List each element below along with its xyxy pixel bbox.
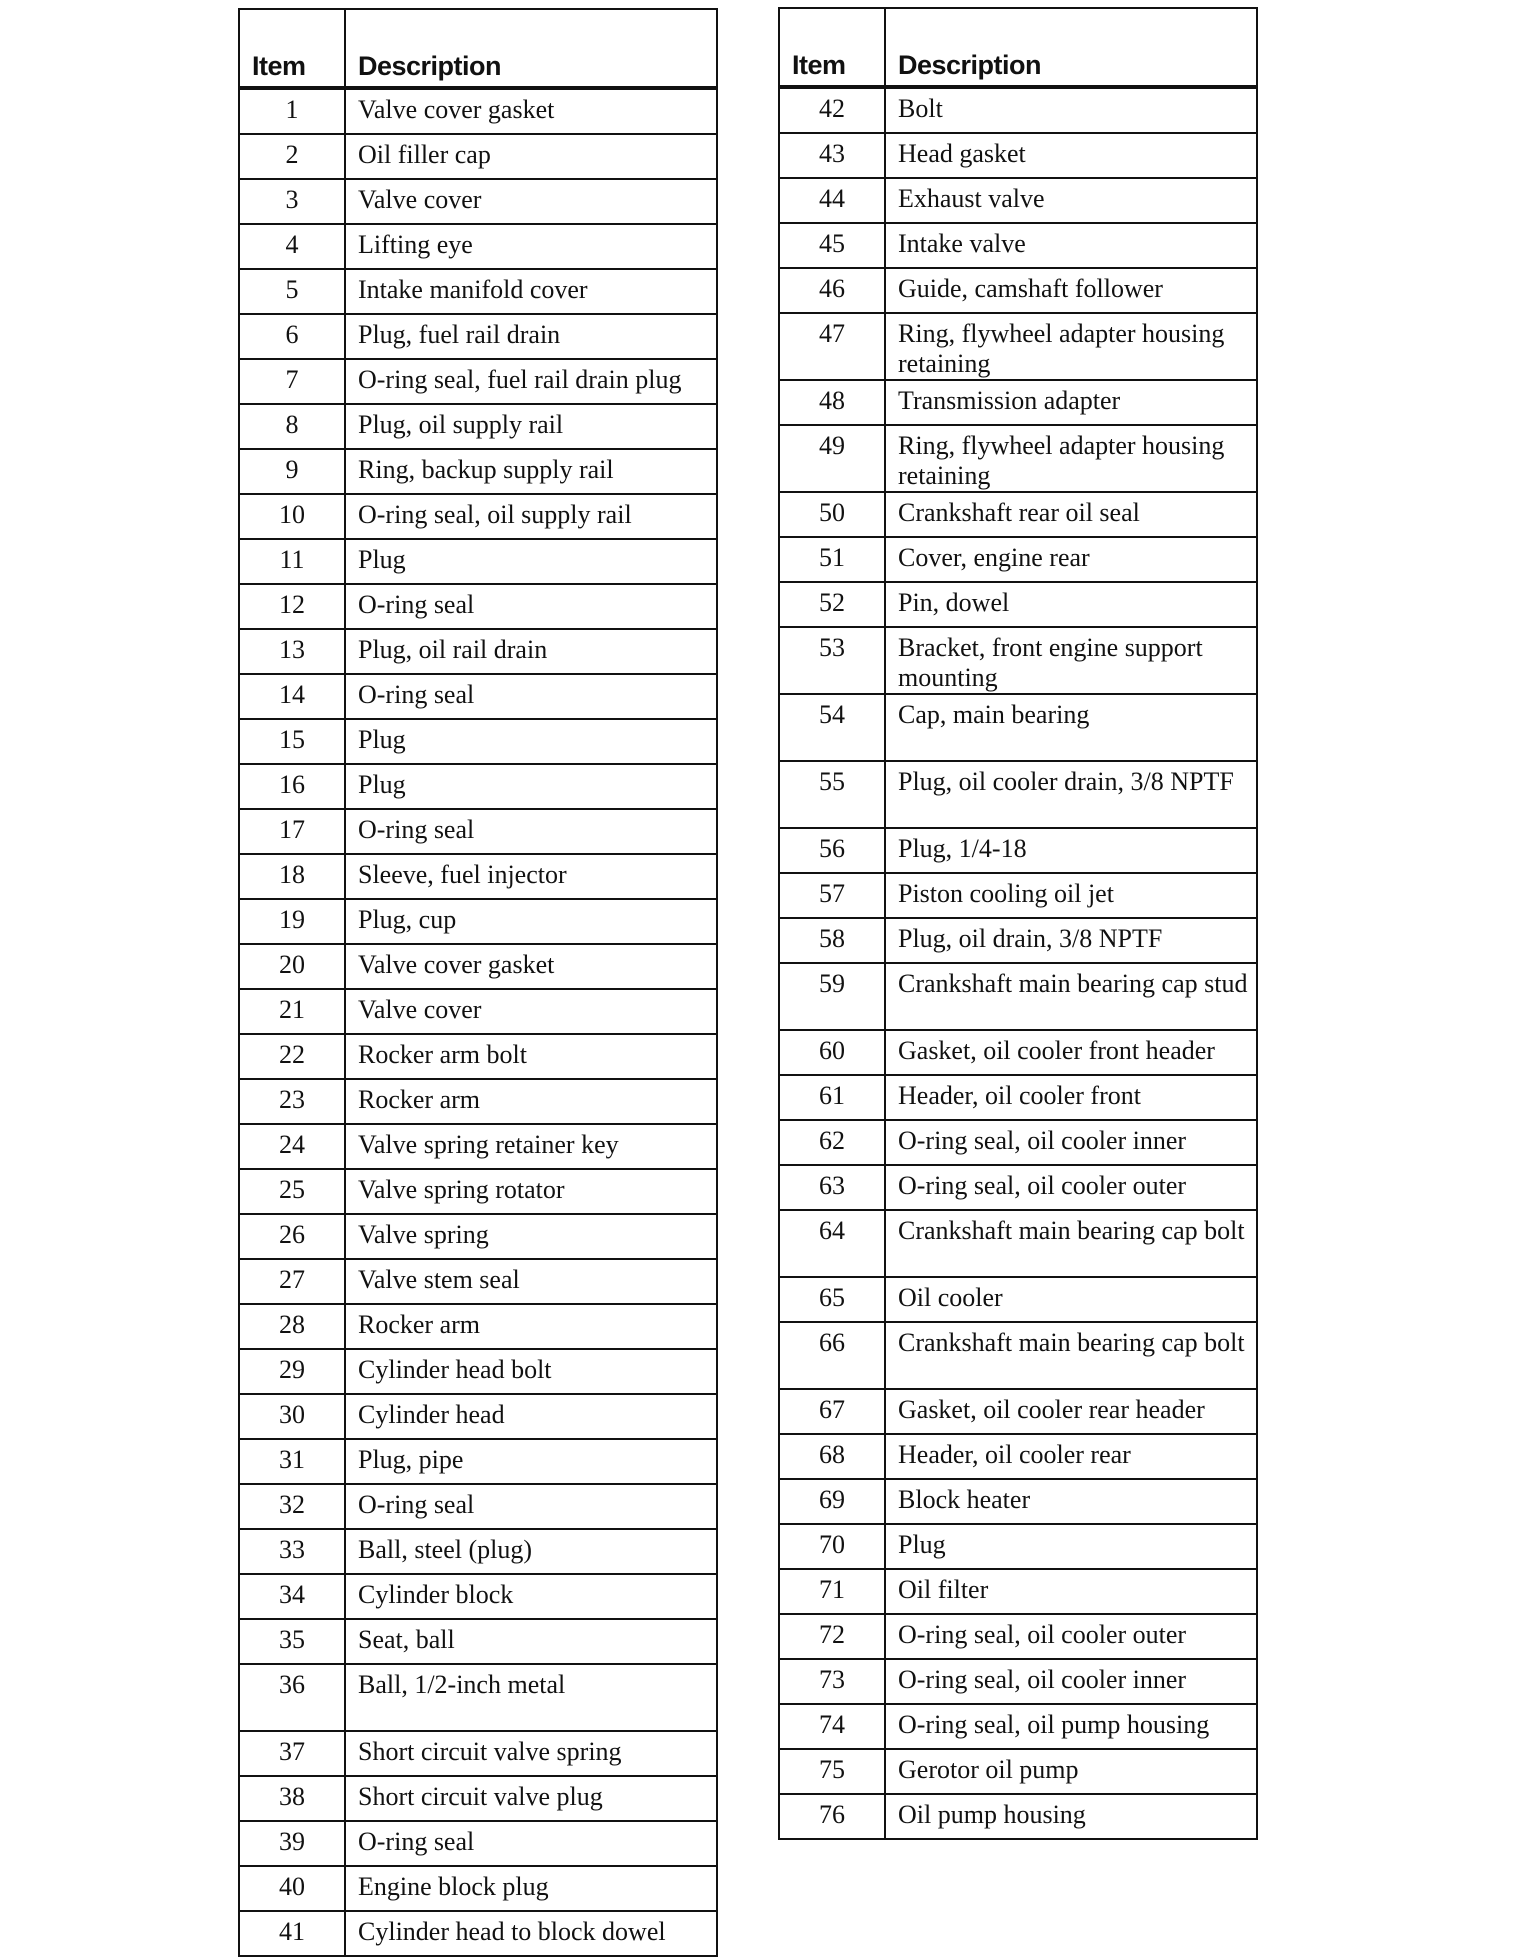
item-number-cell: 39 [239, 1821, 345, 1866]
item-number-cell: 70 [779, 1524, 885, 1569]
item-number-cell: 12 [239, 584, 345, 629]
item-description-cell: Plug, oil rail drain [345, 629, 717, 674]
table-row [779, 313, 1257, 380]
description-column-header: Description [345, 9, 717, 88]
item-description-cell: Oil pump housing [885, 1794, 1257, 1839]
item-number-cell: 56 [779, 828, 885, 873]
item-description-cell: O-ring seal, oil cooler inner [885, 1120, 1257, 1165]
parts-table-right [778, 7, 1258, 1840]
item-description-cell: Oil filler cap [345, 134, 717, 179]
item-description-cell: Plug, fuel rail drain [345, 314, 717, 359]
item-number-cell: 29 [239, 1349, 345, 1394]
item-description-cell: Header, oil cooler front [885, 1075, 1257, 1120]
item-number-cell: 57 [779, 873, 885, 918]
table-row [239, 1821, 717, 1866]
item-description-cell: Plug, oil supply rail [345, 404, 717, 449]
table-row [779, 1704, 1257, 1749]
item-number-cell: 31 [239, 1439, 345, 1484]
item-description-cell: O-ring seal, oil cooler outer [885, 1614, 1257, 1659]
item-description-cell: Plug, 1/4-18 [885, 828, 1257, 873]
item-description-cell: Valve stem seal [345, 1259, 717, 1304]
item-number-cell: 22 [239, 1034, 345, 1079]
item-description-cell: Rocker arm [345, 1079, 717, 1124]
table-row [239, 1169, 717, 1214]
item-description-cell: Bolt [885, 87, 1257, 133]
table-row [779, 1434, 1257, 1479]
table-row [239, 224, 717, 269]
item-number-cell: 25 [239, 1169, 345, 1214]
table-row [779, 1479, 1257, 1524]
table-row [239, 1484, 717, 1529]
item-number-cell: 46 [779, 268, 885, 313]
item-number-cell: 49 [779, 425, 885, 492]
item-description-cell: Plug [345, 764, 717, 809]
item-number-cell: 59 [779, 963, 885, 1030]
table-row [779, 1524, 1257, 1569]
item-number-cell: 65 [779, 1277, 885, 1322]
table-row [779, 492, 1257, 537]
table-row [239, 539, 717, 584]
item-number-cell: 55 [779, 761, 885, 828]
item-number-cell: 24 [239, 1124, 345, 1169]
item-number-cell: 66 [779, 1322, 885, 1389]
item-number-cell: 9 [239, 449, 345, 494]
item-number-cell: 1 [239, 88, 345, 134]
item-description-cell: Bracket, front engine support mounting [885, 627, 1257, 694]
table-row [779, 1389, 1257, 1434]
item-description-cell: O-ring seal [345, 584, 717, 629]
item-description-cell: Plug, oil drain, 3/8 NPTF [885, 918, 1257, 963]
table-row [779, 761, 1257, 828]
item-number-cell: 27 [239, 1259, 345, 1304]
item-number-cell: 41 [239, 1911, 345, 1956]
item-number-cell: 51 [779, 537, 885, 582]
description-column-header: Description [885, 8, 1257, 87]
item-description-cell: Plug, oil cooler drain, 3/8 NPTF [885, 761, 1257, 828]
table-row [779, 1749, 1257, 1794]
table-row [239, 1214, 717, 1259]
item-number-cell: 11 [239, 539, 345, 584]
item-number-cell: 53 [779, 627, 885, 694]
table-row [779, 1075, 1257, 1120]
table-row [779, 268, 1257, 313]
item-description-cell: Oil cooler [885, 1277, 1257, 1322]
table-row [779, 694, 1257, 761]
item-description-cell: Crankshaft main bearing cap bolt [885, 1210, 1257, 1277]
item-number-cell: 45 [779, 223, 885, 268]
item-description-cell: Piston cooling oil jet [885, 873, 1257, 918]
item-description-cell: Sleeve, fuel injector [345, 854, 717, 899]
parts-table-left-body [239, 88, 717, 1956]
item-number-cell: 4 [239, 224, 345, 269]
item-description-cell: Ball, steel (plug) [345, 1529, 717, 1574]
table-row [779, 627, 1257, 694]
item-description-cell: O-ring seal [345, 1484, 717, 1529]
table-row [239, 494, 717, 539]
item-description-cell: Ring, backup supply rail [345, 449, 717, 494]
item-description-cell: Gasket, oil cooler front header [885, 1030, 1257, 1075]
item-description-cell: Valve spring rotator [345, 1169, 717, 1214]
item-number-cell: 26 [239, 1214, 345, 1259]
table-row [239, 1574, 717, 1619]
table-row [779, 1614, 1257, 1659]
table-row [239, 1124, 717, 1169]
table-row [779, 1120, 1257, 1165]
item-number-cell: 48 [779, 380, 885, 425]
item-number-cell: 63 [779, 1165, 885, 1210]
table-row [239, 764, 717, 809]
table-row [239, 88, 717, 134]
item-description-cell: Cylinder head to block dowel [345, 1911, 717, 1956]
item-number-cell: 3 [239, 179, 345, 224]
item-number-cell: 2 [239, 134, 345, 179]
table-row [239, 1731, 717, 1776]
table-row [239, 314, 717, 359]
item-number-cell: 7 [239, 359, 345, 404]
item-description-cell: Gasket, oil cooler rear header [885, 1389, 1257, 1434]
item-number-cell: 64 [779, 1210, 885, 1277]
table-row [239, 989, 717, 1034]
item-description-cell: Plug [885, 1524, 1257, 1569]
item-number-cell: 16 [239, 764, 345, 809]
table-row [779, 1210, 1257, 1277]
item-description-cell: Valve cover [345, 179, 717, 224]
table-row [239, 1259, 717, 1304]
item-number-cell: 20 [239, 944, 345, 989]
item-description-cell: Valve cover gasket [345, 944, 717, 989]
item-description-cell: Valve cover [345, 989, 717, 1034]
table-row [779, 1277, 1257, 1322]
item-number-cell: 62 [779, 1120, 885, 1165]
item-number-cell: 69 [779, 1479, 885, 1524]
item-number-cell: 19 [239, 899, 345, 944]
item-description-cell: Plug, pipe [345, 1439, 717, 1484]
table-row [779, 1322, 1257, 1389]
item-description-cell: Valve spring [345, 1214, 717, 1259]
item-number-cell: 30 [239, 1394, 345, 1439]
table-row [779, 828, 1257, 873]
item-number-cell: 40 [239, 1866, 345, 1911]
item-number-cell: 52 [779, 582, 885, 627]
item-description-cell: Cap, main bearing [885, 694, 1257, 761]
item-description-cell: Oil filter [885, 1569, 1257, 1614]
item-description-cell: Transmission adapter [885, 380, 1257, 425]
table-row [239, 1911, 717, 1956]
item-number-cell: 15 [239, 719, 345, 764]
table-row [239, 1394, 717, 1439]
item-description-cell: Crankshaft main bearing cap stud [885, 963, 1257, 1030]
item-number-cell: 58 [779, 918, 885, 963]
item-column-header: Item [779, 8, 885, 87]
item-number-cell: 50 [779, 492, 885, 537]
table-row [239, 584, 717, 629]
item-description-cell: Gerotor oil pump [885, 1749, 1257, 1794]
item-description-cell: Ring, flywheel adapter housing retaining [885, 313, 1257, 380]
item-description-cell: Intake valve [885, 223, 1257, 268]
parts-table-left [238, 8, 718, 1957]
item-number-cell: 36 [239, 1664, 345, 1731]
item-number-cell: 54 [779, 694, 885, 761]
item-description-cell: Short circuit valve plug [345, 1776, 717, 1821]
table-row [239, 719, 717, 764]
item-number-cell: 28 [239, 1304, 345, 1349]
item-number-cell: 42 [779, 87, 885, 133]
item-description-cell: Short circuit valve spring [345, 1731, 717, 1776]
item-number-cell: 17 [239, 809, 345, 854]
item-description-cell: Valve cover gasket [345, 88, 717, 134]
table-row [779, 537, 1257, 582]
item-number-cell: 6 [239, 314, 345, 359]
item-number-cell: 74 [779, 1704, 885, 1749]
item-description-cell: O-ring seal [345, 674, 717, 719]
item-number-cell: 18 [239, 854, 345, 899]
item-number-cell: 21 [239, 989, 345, 1034]
item-description-cell: Engine block plug [345, 1866, 717, 1911]
item-number-cell: 23 [239, 1079, 345, 1124]
item-column-header: Item [239, 9, 345, 88]
table-row [779, 178, 1257, 223]
table-row [239, 179, 717, 224]
item-description-cell: Plug [345, 539, 717, 584]
table-row [239, 1034, 717, 1079]
item-description-cell: Cylinder head [345, 1394, 717, 1439]
item-number-cell: 34 [239, 1574, 345, 1619]
item-number-cell: 13 [239, 629, 345, 674]
item-description-cell: Rocker arm [345, 1304, 717, 1349]
table-row [239, 359, 717, 404]
item-description-cell: O-ring seal [345, 1821, 717, 1866]
item-description-cell: O-ring seal, fuel rail drain plug [345, 359, 717, 404]
item-description-cell: Exhaust valve [885, 178, 1257, 223]
table-row [239, 629, 717, 674]
item-number-cell: 44 [779, 178, 885, 223]
item-description-cell: Plug [345, 719, 717, 764]
table-row [779, 223, 1257, 268]
parts-table-right-body [779, 87, 1257, 1839]
table-row [779, 873, 1257, 918]
item-description-cell: Intake manifold cover [345, 269, 717, 314]
item-number-cell: 37 [239, 1731, 345, 1776]
item-description-cell: Seat, ball [345, 1619, 717, 1664]
item-description-cell: O-ring seal, oil supply rail [345, 494, 717, 539]
table-row [239, 674, 717, 719]
item-description-cell: Cover, engine rear [885, 537, 1257, 582]
table-row [779, 1569, 1257, 1614]
item-number-cell: 67 [779, 1389, 885, 1434]
table-row [779, 918, 1257, 963]
table-row [239, 449, 717, 494]
item-number-cell: 76 [779, 1794, 885, 1839]
item-number-cell: 8 [239, 404, 345, 449]
item-description-cell: O-ring seal, oil cooler outer [885, 1165, 1257, 1210]
item-number-cell: 10 [239, 494, 345, 539]
item-number-cell: 32 [239, 1484, 345, 1529]
table-row [779, 1165, 1257, 1210]
item-description-cell: Cylinder block [345, 1574, 717, 1619]
table-row [239, 899, 717, 944]
item-number-cell: 38 [239, 1776, 345, 1821]
table-header-row [779, 8, 1257, 87]
item-description-cell: Crankshaft main bearing cap bolt [885, 1322, 1257, 1389]
item-number-cell: 5 [239, 269, 345, 314]
table-row [239, 1529, 717, 1574]
item-description-cell: Cylinder head bolt [345, 1349, 717, 1394]
item-description-cell: Ball, 1/2-inch metal [345, 1664, 717, 1731]
item-description-cell: Lifting eye [345, 224, 717, 269]
table-row [779, 582, 1257, 627]
item-description-cell: O-ring seal, oil cooler inner [885, 1659, 1257, 1704]
table-row [779, 380, 1257, 425]
item-description-cell: Pin, dowel [885, 582, 1257, 627]
table-row [779, 87, 1257, 133]
item-description-cell: Ring, flywheel adapter housing retaining [885, 425, 1257, 492]
table-row [779, 1030, 1257, 1075]
table-header-row [239, 9, 717, 88]
item-description-cell: Plug, cup [345, 899, 717, 944]
item-number-cell: 47 [779, 313, 885, 380]
table-row [239, 1439, 717, 1484]
item-number-cell: 75 [779, 1749, 885, 1794]
item-description-cell: O-ring seal, oil pump housing [885, 1704, 1257, 1749]
item-number-cell: 33 [239, 1529, 345, 1574]
table-row [779, 963, 1257, 1030]
table-row [239, 1776, 717, 1821]
item-description-cell: Header, oil cooler rear [885, 1434, 1257, 1479]
table-row [779, 425, 1257, 492]
item-number-cell: 35 [239, 1619, 345, 1664]
table-row [779, 133, 1257, 178]
item-number-cell: 43 [779, 133, 885, 178]
table-row [239, 134, 717, 179]
item-number-cell: 68 [779, 1434, 885, 1479]
table-row [239, 809, 717, 854]
table-row [239, 404, 717, 449]
item-description-cell: Crankshaft rear oil seal [885, 492, 1257, 537]
item-number-cell: 60 [779, 1030, 885, 1075]
table-row [239, 1664, 717, 1731]
item-number-cell: 73 [779, 1659, 885, 1704]
table-row [779, 1794, 1257, 1839]
table-row [239, 1866, 717, 1911]
table-row [239, 854, 717, 899]
item-description-cell: O-ring seal [345, 809, 717, 854]
item-description-cell: Head gasket [885, 133, 1257, 178]
table-row [239, 269, 717, 314]
table-row [239, 1304, 717, 1349]
item-description-cell: Block heater [885, 1479, 1257, 1524]
table-row [239, 944, 717, 989]
table-row [239, 1079, 717, 1124]
item-number-cell: 72 [779, 1614, 885, 1659]
item-number-cell: 71 [779, 1569, 885, 1614]
item-description-cell: Rocker arm bolt [345, 1034, 717, 1079]
item-number-cell: 61 [779, 1075, 885, 1120]
table-row [779, 1659, 1257, 1704]
item-number-cell: 14 [239, 674, 345, 719]
table-row [239, 1349, 717, 1394]
item-description-cell: Guide, camshaft follower [885, 268, 1257, 313]
table-row [239, 1619, 717, 1664]
item-description-cell: Valve spring retainer key [345, 1124, 717, 1169]
